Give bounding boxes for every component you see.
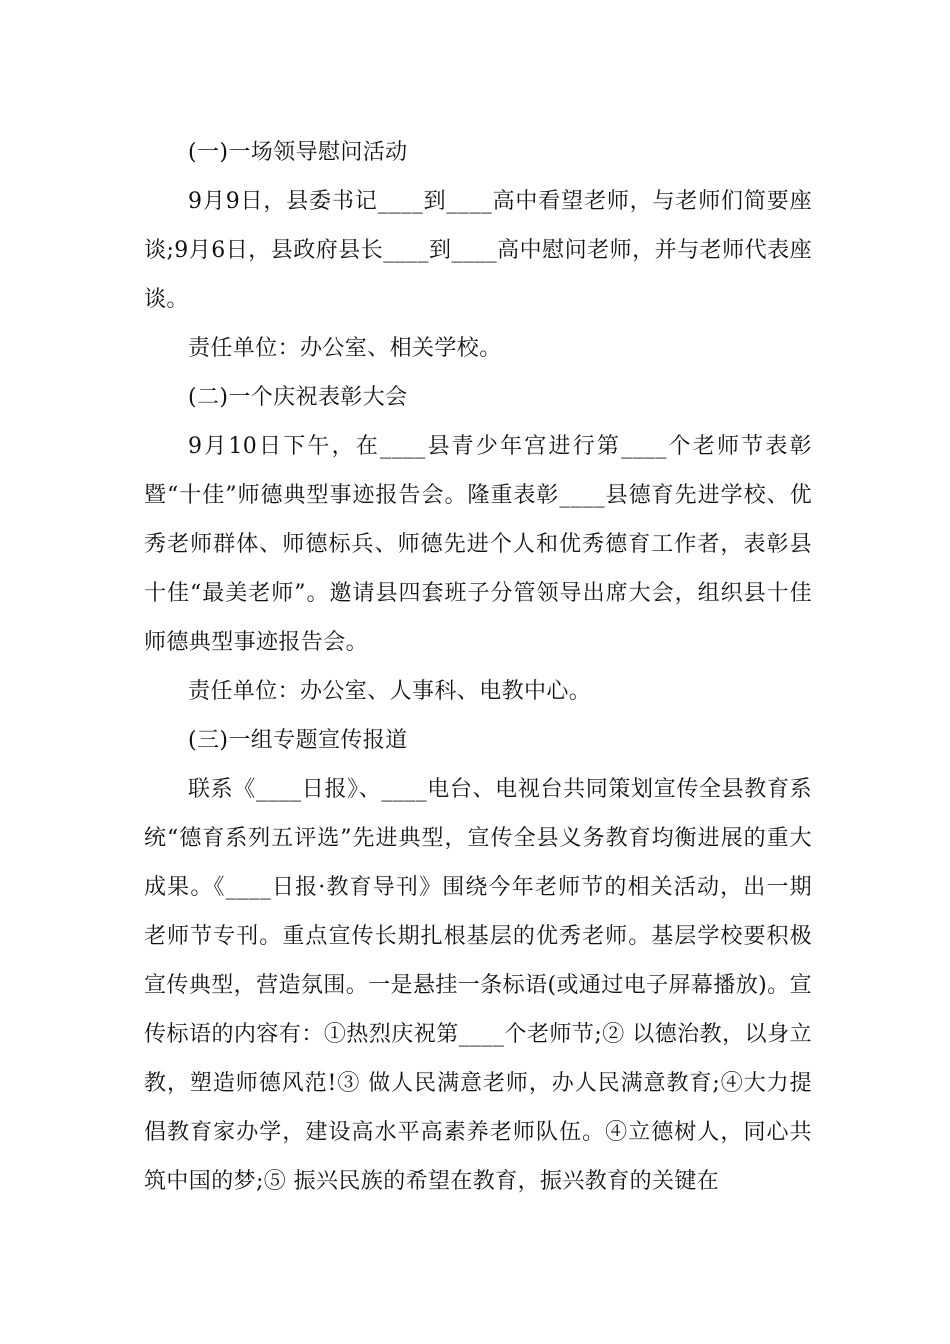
responsible-units-2: 责任单位：办公室、人事科、电教中心。 (188, 679, 592, 704)
paragraph-leader-visits: 9月9日，县委书记____到____高中看望老师，与老师们简要座谈;9月6日，县政府县长____到____高中慰问老师，并与老师代表座谈。 (144, 189, 812, 312)
section-heading-2: (二)一个庆祝表彰大会 (188, 385, 408, 410)
responsible-units-1: 责任单位：办公室、相关学校。 (188, 336, 502, 361)
paragraph-publicity-reports: 联系《____日报》、____电台、电视台共同策划宣传全县教育系统“德育系列五评选”先进典型，宣传全县义务教育均衡进展的重大成果。《____日报·教育导刊》围绕今年老师节的相关活动，出一期老师节专刊。重点宣传长期扎根基层的优秀老师。基层学校要积极宣传典型，营造氛围。一是悬挂一条标语(或通过电子屏幕播放)。宣传标语的内容有：①热烈庆祝第____个老师节;② 以德治教，以身立教，塑造师德风范!③ 做人民满意老师，办人民满意教育;④大力提倡教育家办学，建设高水平高素养老师队伍。④立德树人，同心共筑中国的梦;⑤ 振兴民族的希望在教育，振兴教育的关键在 (144, 777, 812, 1194)
section-heading-1: (一)一场领导慰问活动 (188, 140, 408, 165)
document-body (144, 128, 812, 1206)
paragraph-commendation-meeting: 9月10日下午，在____县青少年宫进行第____个老师节表彰暨“十佳”师德典型事迹报告会。隆重表彰____县德育先进学校、优秀老师群体、师德标兵、师德先进个人和优秀德育工作者，表彰县十佳“最美老师”。邀请县四套班子分管领导出席大会，组织县十佳师德典型事迹报告会。 (144, 434, 812, 655)
section-heading-3: (三)一组专题宣传报道 (188, 728, 408, 753)
